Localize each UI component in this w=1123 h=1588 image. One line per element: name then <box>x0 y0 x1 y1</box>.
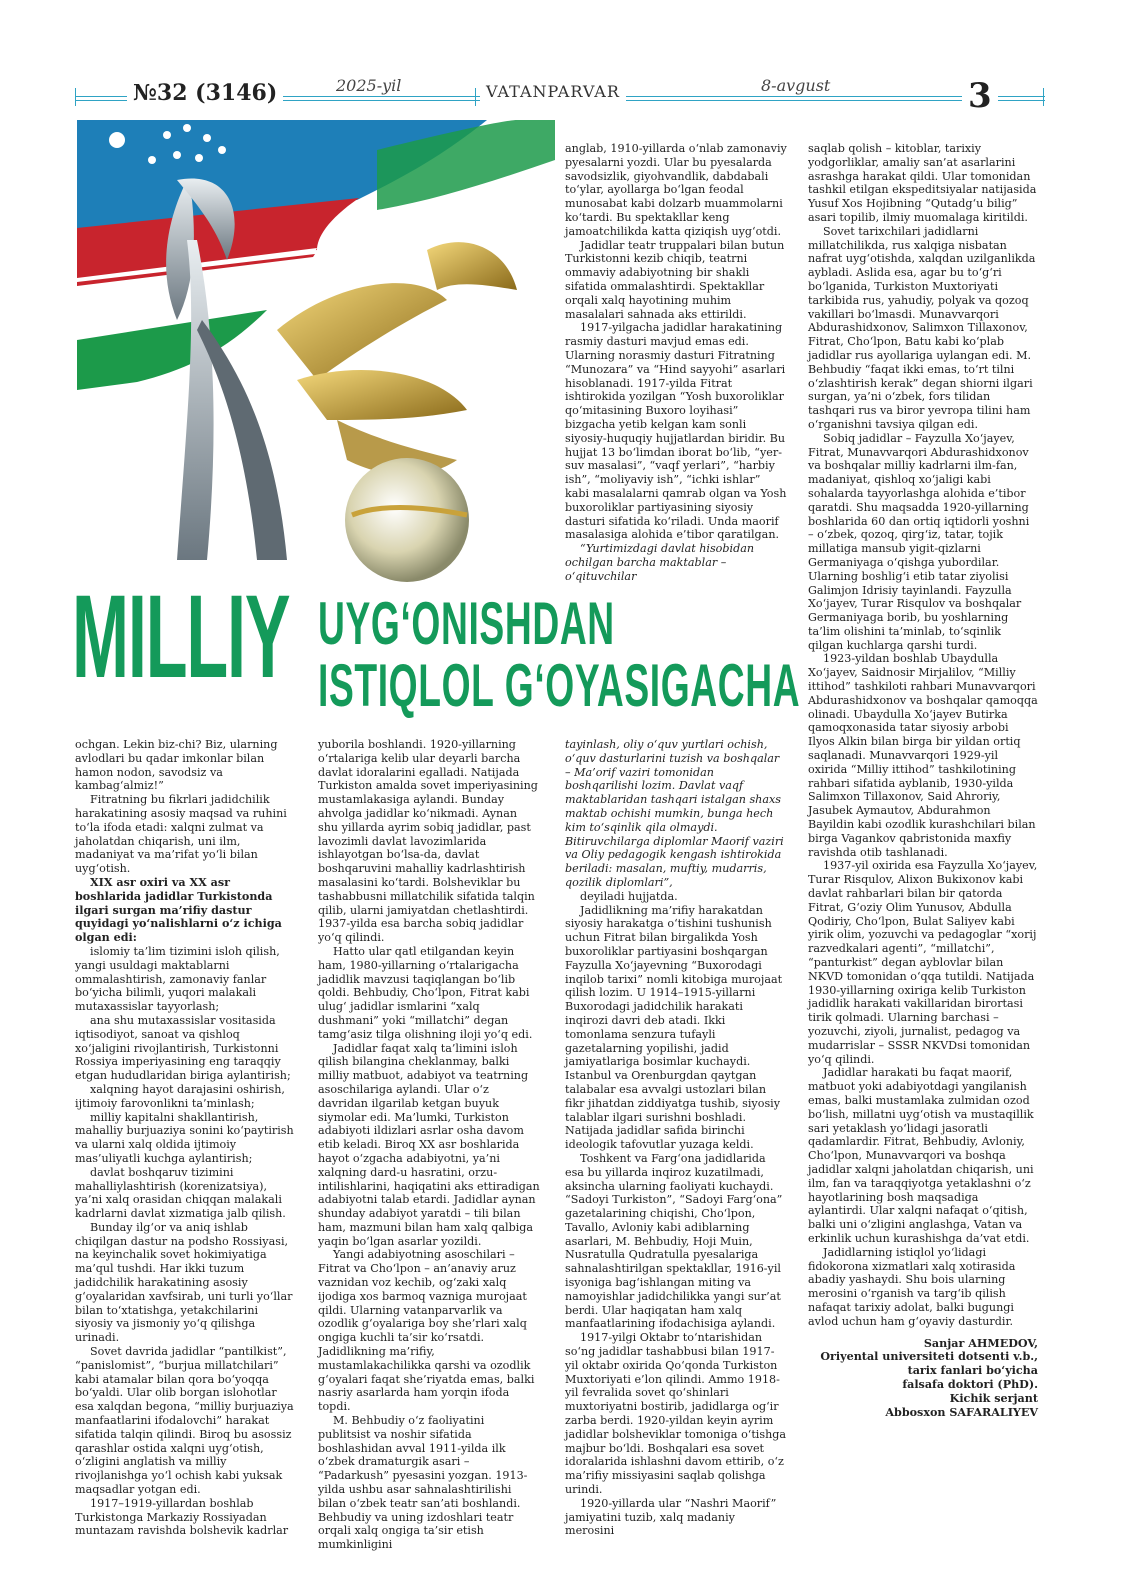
paragraph: yuborila boshlandi. 1920-yillarning o‘rtalariga kelib ular deyarli barcha davlat idoralarini egalladi. Natijada Turkiston amalda sovet imperiyasining mustamlakasiga aylandi. Bunday ahvolga jadidlar ko‘nikmadi. Aynan shu yillarda ayrim sobiq jadidlar, past lavozimli davlat lavozimlarida ishlayotgan bo‘lsa-da, davlat boshqaruvini mahalliy kadrlashtirish masalasini ko‘tardi. Bolsheviklar bu tashabbusni millatchilik sifatida talqin qilib, ularni jamiyatdan chetlashtirdi. 1937-yilda esa barcha sobiq jadidlar yo‘q qilindi. <box>318 738 538 945</box>
paragraph: 1937-yil oxirida esa Fayzulla Xo‘jayev, Turar Risqulov, Alixon Bukixonov kabi davlat rahbarlari bilan bir qatorda Fitrat, G‘oziy Olim Yunusov, Abdulla Qodiriy, Cho‘lpon, Bulat Saliyev kabi yirik olim, yozuvchi va pedagoglar “xorij razvedkalari agenti”, “millatchi”, “panturkist” degan ayblovlar bilan NKVD tomonidan o‘qqa tutildi. Natijada 1930-yillarning oxiriga kelib Turkiston jadidlik harakati vakillaridan birortasi tirik qolmadi. Ularning barchasi – yozuvchi, ziyoli, jurnalist, pedagog va mudarrislar – SSSR NKVDsi tomonidan yo‘q qilindi. <box>808 859 1038 1066</box>
headline-line-2: ISTIQLOL G‘OYASIGACHA <box>318 652 801 719</box>
paragraph: M. Behbudiy o‘z faoliyatini publitsist va noshir sifatida boshlashidan avval 1911-yilda ilk o‘zbek dramaturgik asari – “Padarkush” pyesasini yozgan. 1913-yilda ushbu asar sahnalashtirilishi bilan o‘zbek teatr san’ati boshlandi. Behbudiy va uning izdoshlari teatr orqali xalq ongiga ta’sir etish mumkinligini <box>318 1414 528 1552</box>
paragraph: Jadidlar teatr truppalari bilan butun Turkistonni kezib chiqib, teatrni ommaviy adabiyotning bir shakli sifatida ommalashtirdi. Spektakllar orqali xalq hayotining muhim masalalari sahnada aks ettirildi. <box>565 238 785 321</box>
paragraph: 1917-yilgacha jadidlar harakatining rasmiy dasturi mavjud emas edi. Ularning norasmiy dasturi Fitratning “Munozara” va “Hind sayyohi” asarlari hisoblanadi. 1917-yilda Fitrat ishtirokida yozilgan “Yosh buxoroliklar qo‘mitasining Buxoro loyihasi” bizgacha yetib kelgan kam sonli siyosiy-huquqiy hujjatlardan biridir. Bu hujjat 13 bo‘limdan iborat bo‘lib, “yer-suv masalasi”, “vaqf yerlari”, “harbiy ish”, “moliyaviy ish”, “ichki ishlar” kabi masalalarni qamrab olgan va Yosh buxoroliklar partiyasining siyosiy dasturi sifatida ko‘riladi. Unda maorif masalasiga alohida e’tibor qaratilgan. <box>565 321 787 542</box>
list-item: xalqning hayot darajasini oshirish, ijtimoiy farovonlikni ta’minlash; <box>75 1082 285 1110</box>
list-item: islomiy ta’lim tizimini isloh qilish, yangi usuldagi maktablarni ommalashtirish, zamonaviy fanlar bo‘yicha bilimli, yuqori malakali mutaxassislar tayyorlash; <box>75 944 280 1014</box>
paragraph: Bunday ilg‘or va aniq ishlab chiqilgan dastur na podsho Rossiyasi, na keyinchalik sovet hokimiyatiga ma’qul tushdi. Har ikki tuzum jadidchilik harakatining asosiy g‘oyalaridan xavfsirab, uni turli yo‘llar bilan to‘xtatishga, yetakchilarini siyosiy va jismoniy yo‘q qilishga urinadi. <box>75 1220 293 1345</box>
paragraph: Sobiq jadidlar – Fayzulla Xo‘jayev, Fitrat, Munavvarqori Abdurashidxonov va boshqalar milliy kadrlarni ilm-fan, madaniyat, qishloq xo‘jaligi kabi sohalarda tayyorlashga alohida e’tibor qaratdi. Shu maqsadda 1920-yillarning boshlarida 60 dan ortiq iqtidorli yoshni – o‘zbek, qozoq, qirg‘iz, tatar, tojik millatiga mansub yigit-qizlarni Germaniyaga o‘qishga yubordilar. Ularning boshlig‘i etib tatar ziyolisi Galimjon Idrisiy tayinlandi. Fayzulla Xo‘jayev, Turar Risqulov va boshqalar Germaniyaga borib, bu yoshlarning ta’lim olishini ta’minlab, to‘sqinlik qilgan kuchlarga qarshi turdi. <box>808 431 1030 652</box>
list-item: milliy kapitalni shakllantirish, mahalliy burjuaziya sonini ko‘paytirish va ularni xalq oldida ijtimoiy mas’uliyatli kuchga aylantirish; <box>75 1110 294 1165</box>
author-signature: Sanjar AHMEDOV, <box>923 1336 1038 1350</box>
column-4 <box>808 142 1038 1542</box>
paragraph: 1917-yilgi Oktabr to‘ntarishidan so‘ng jadidlar tashabbusi bilan 1917-yil oktabr oxirida Qo‘qonda Turkiston Muxtoriyati e’lon qilindi. Ammo 1918-yil fevralida sovet qo‘shinlari muxtoriyatni bostirib, jadidlarga og‘ir zarba berdi. 1920-yildan keyin ayrim jadidlar bolsheviklar tomoniga o‘tishga majbur bo‘ldi. Boshqalari esa sovet idoralarida ishlashni davom ettirib, o‘z ma’rifiy missiyasini saqlab qolishga urindi. <box>565 1331 787 1497</box>
quote-paragraph: tayinlash, oliy o‘quv yurtlari ochish, o‘quv dasturlarini tuzish va boshqalar – Ma’orif vaziri tomonidan boshqarilishi lozim. Davlat vaqf maktablaridan tashqari istalgan shaxs maktab ochishi mumkin, bunga hech kim to‘sqinlik qila olmaydi. Bitiruvchilarga diplomlar Maorif vaziri va Oliy pedagogik kengash ishtirokida beriladi: masalan, muftiy, mudarris, qozilik diplomlari”, <box>565 738 784 889</box>
quote-paragraph: “Yurtimizdagi davlat hisobidan ochilgan barcha maktablar – o‘qituvchilar <box>565 542 755 583</box>
paragraph: ochgan. Lekin biz-chi? Biz, ularning avlodlari bu qadar imkonlar bilan hamon nodon, savodsiz va kambag‘almiz!” <box>75 738 278 793</box>
paragraph: deyiladi hujjatda. <box>580 889 678 903</box>
paragraph: Yangi adabiyotning asoschilari – Fitrat va Cho‘lpon – an’anaviy aruz vaznidan voz kechib, og‘zaki xalq ijodiga xos barmoq vazniga murojaat qildi. Ularning vatanparvarlik va ozodlik g‘oyalariga boy she’rlari xalq ongiga kuchli ta’sir ko‘rsatdi. Jadidlikning ma’rifiy, mustamlakachilikka qarshi va ozodlik g‘oyalari faqat she’riyatda emas, balki nasriy asarlarda ham yorqin ifoda topdi. <box>318 1248 535 1414</box>
paragraph: Fitratning bu fikrlari jadidchilik harakatining asosiy maqsad va ruhini to‘la ifoda etadi: xalqni zulmat va jaholatdan chiqarish, uni ilm, madaniyat va ma’rifat yo‘li bilan uyg‘otish. <box>75 793 287 876</box>
paragraph: 1917–1919-yillardan boshlab Turkistonga Markaziy Rossiyadan muntazam ravishda bolshevik kadrlar <box>75 1496 289 1538</box>
column-1 <box>75 738 297 1538</box>
paragraph: anglab, 1910-yillarda o‘nlab zamonaviy pyesalarni yozdi. Ular bu pyesalarda savodsizlik, giyohvandlik, dabdabali to‘ylar, ayollarga bo‘lgan feodal munosabat kabi dolzarb muammolarni ko‘tardi. Bu spektakllar keng jamoatchilikda katta qiziqish uyg‘otdi. <box>565 142 787 238</box>
paragraph: 1923-yildan boshlab Ubaydulla Xo‘jayev, Saidnosir Mirjalilov, “Milliy ittihod” tashkiloti rahbari Munavvarqori Abdurashidxonov va boshqalar qamoqqa olinadi. Ubaydulla Xo‘jayev Butirka qamoqxonasida tatar siyosiy arbobi Ilyos Alkin bilan birga bir yildan ortiq saqlanadi. Munavvarqori 1929-yil oxirida “Milliy ittihod” tashkilotining rahbari sifatida ayblanib, 1930-yilda Salimxon Tillaxonov, Said Ahroriy, Jasubek Aymautov, Abdurahmon Bayildin kabi ozodlik kurashchilari bilan birga Vagankov qabristonida maxfiy ravishda otib tashlanadi. <box>808 652 1038 859</box>
author-signature: Kichik serjant <box>949 1391 1038 1405</box>
headline-line-1: UYG‘ONISHDAN <box>318 590 615 657</box>
author-signature: tarix fanlari bo‘yicha <box>907 1364 1038 1378</box>
national-emblem-illustration <box>77 120 555 575</box>
issue-number: №32 (3146) <box>127 80 283 106</box>
issue-year: 2025-yil <box>330 76 407 95</box>
paragraph: Hatto ular qatl etilgandan keyin ham, 1980-yillarning o‘rtalarigacha jadidlik mavzusi taqiqlangan bo‘lib qoldi. Behbudiy, Cho‘lpon, Fitrat kabi ulug‘ jadidlar ismlarini “xalq dushmani” yoki “millatchi” degan tamg‘asiz tilga olishning iloji yo‘q edi. <box>318 944 533 1041</box>
paragraph: Jadidlikning ma’rifiy harakatdan siyosiy harakatga o‘tishini tushunish uchun Fitrat bilan birgalikda Yosh buxoroliklar partiyasini boshqargan Fayzulla Xo‘jayevning “Buxorodagi inqilob tarixi” nomli kitobiga murojaat qilish lozim. U 1914–1915-yillarni Buxorodagi jadidchilik harakati inqirozi davri deb atadi. Ikki tomonlama senzura tufayli gazetalarning yopilishi, jadid jamiyatlariga bosimlar kuchaydi. Istanbul va Orenburgdan qaytgan talabalar esa avvalgi ustozlari bilan fikr jihatdan ziddiyatga tushib, siyosiy talablar ilgari surishni boshladi. Natijada jadidlar safida birinchi ideologik tafovutlar yuzaga keldi. <box>565 903 783 1152</box>
issue-date: 8-avgust <box>755 76 836 95</box>
paragraph: saqlab qolish – kitoblar, tarixiy yodgorliklar, amaliy san’at asarlarini asrashga harakat qildi. Ular tomonidan tashkil etilgan ekspeditsiyalar natijasida Yusuf Xos Hojibning “Qutadg‘u bilig” asari topilib, ilmiy muomalaga kiritildi. <box>808 142 1037 224</box>
list-item: ana shu mutaxassislar vositasida iqtisodiyot, sanoat va qishloq xo‘jaligini rivojlantirish, Turkistonni Rossiya imperiyasining eng taraqqiy etgan hududlaridan biriga aylantirish; <box>75 1013 291 1083</box>
page-header <box>75 78 1045 118</box>
headline-milliy: MILLIY <box>72 571 290 703</box>
paragraph: Jadidlarning istiqlol yo‘lidagi fidokorona xizmatlari xalq xotirasida abadiy yashaydi. Shu bois ularning merosini o‘rganish va targ‘ib qilish nafaqat tarixiy adolat, balki bugungi avlod uchun ham g‘oyaviy dasturdir. <box>808 1245 1016 1328</box>
paragraph: Jadidlar faqat xalq ta’limini isloh qilish bilangina cheklanmay, balki milliy matbuot, adabiyot va teatrning asoschilariga aylandi. Ular o‘z davridan ilgarilab ketgan buyuk siymolar edi. Ma’lumki, Turkiston adabiyoti ildizlari asrlar osha davom etib keladi. Biroq XX asr boshlarida hayot o‘zgacha adabiyotni, ya’ni xalqning dard-u hasratini, orzu-intilishlarini, haqiqatini aks ettiradigan adabiyotni talab etardi. Jadidlar aynan shunday adabiyot yaratdi – tili bilan ham, mazmuni bilan ham xalq qalbiga yaqin bo‘lgan asarlar yozildi. <box>318 1041 540 1248</box>
column-3-top <box>565 142 787 583</box>
page-number: 3 <box>962 76 998 116</box>
author-signature: Abbosxon SAFARALIYEV <box>885 1405 1038 1419</box>
author-signature: falsafa doktori (PhD). <box>902 1377 1038 1391</box>
newspaper-name: VATANPARVAR <box>480 82 626 101</box>
column-3 <box>565 738 787 1538</box>
paragraph: Jadidlar harakati bu faqat maorif, matbuot yoki adabiyotdagi yangilanish emas, balki mustamlaka zulmidan ozod bo‘lish, millatni uyg‘otish va mustaqillik sari yetaklash yo‘lidagi jasoratli qadamlardir. Fitrat, Behbudiy, Avloniy, Cho‘lpon, Munavvarqori va boshqa jadidlar xalqni jaholatdan chiqarish, uni ilm, fan va taraqqiyotga yetaklashni o‘z hayotlarining bosh maqsadiga aylantirdi. Ular xalqni nafaqat o‘qitish, balki uni o‘zligini anglashga, Vatan va erkinlik uchun kurashishga da’vat etdi. <box>808 1066 1034 1245</box>
paragraph: Sovet tarixchilari jadidlarni millatchilikda, rus xalqiga nisbatan nafrat uyg‘otishda, xalqdan uzilganlikda aybladi. Aslida esa, agar bu to‘g‘ri bo‘lganida, Turkiston Muxtoriyati tarkibida rus, yahudiy, polyak va qozoq vakillari bo‘lmasdi. Munavvarqori Abdurashidxonov, Salimxon Tillaxonov, Fitrat, Cho‘lpon, Batu kabi ko‘plab jadidlar rus ayollariga uylangan edi. M. Behbudiy “faqat ikki emas, to‘rt tilni o‘zlashtirish kerak” degan shiorni ilgari surgan, ya’ni o‘zbek, fors tilidan tashqari rus va biror yevropa tilini ham o‘rganishni tavsiya qilgan edi. <box>808 224 1036 431</box>
paragraph: Toshkent va Farg‘ona jadidlarida esa bu yillarda inqiroz kuzatilmadi, aksincha ularning faoliyati kuchaydi. “Sadoyi Turkiston”, “Sadoyi Farg‘ona” gazetalarining chiqishi, Cho‘lpon, Tavallo, Avloniy kabi adiblarning asarlari, M. Behbudiy, Hoji Muin, Nusratulla Qudratulla pyesalariga sahnalashtirilgan spektakllar, 1916-yil isyoniga bag‘ishlangan miting va namoyishlar jadidchilikka yangi sur’at berdi. Ular haqiqatan ham xalq manfaatlarining ifodachisiga aylandi. <box>565 1151 783 1331</box>
list-item: davlat boshqaruv tizimini mahalliylashtirish (korenizatsiya), ya’ni xalq orasidan chiqqan malakali kadrlarni davlat xizmatiga jalb qilish. <box>75 1165 286 1221</box>
paragraph: 1920-yillarda ular “Nashri Maorif” jamiyatini tuzib, xalq madaniy merosini <box>565 1496 777 1538</box>
column-2 <box>318 738 540 1552</box>
paragraph: Sovet davrida jadidlar “pantilkist”, “panislomist”, “burjua millatchilari” kabi atamalar bilan qora bo‘yoqqa bo‘yaldi. Ular olib borgan islohotlar esa xalqdan begona, “milliy burjuaziya manfaatlarini ifodalovchi” harakat sifatida talqin qilindi. Biroq bu asossiz qarashlar ostida xalqni uyg‘otish, o‘zligini anglatish va milliy rivojlanishga yo‘l ochish kabi yuksak maqsadlar yotgan edi. <box>75 1345 294 1497</box>
bold-paragraph: XIX asr oxiri va XX asr boshlarida jadidlar Turkistonda ilgari surgan ma’rifiy dastur quyidagi yo‘nalishlarni o‘z ichiga olgan edi: <box>75 875 282 945</box>
author-signature: Oriyental universiteti dotsenti v.b., <box>820 1350 1038 1364</box>
